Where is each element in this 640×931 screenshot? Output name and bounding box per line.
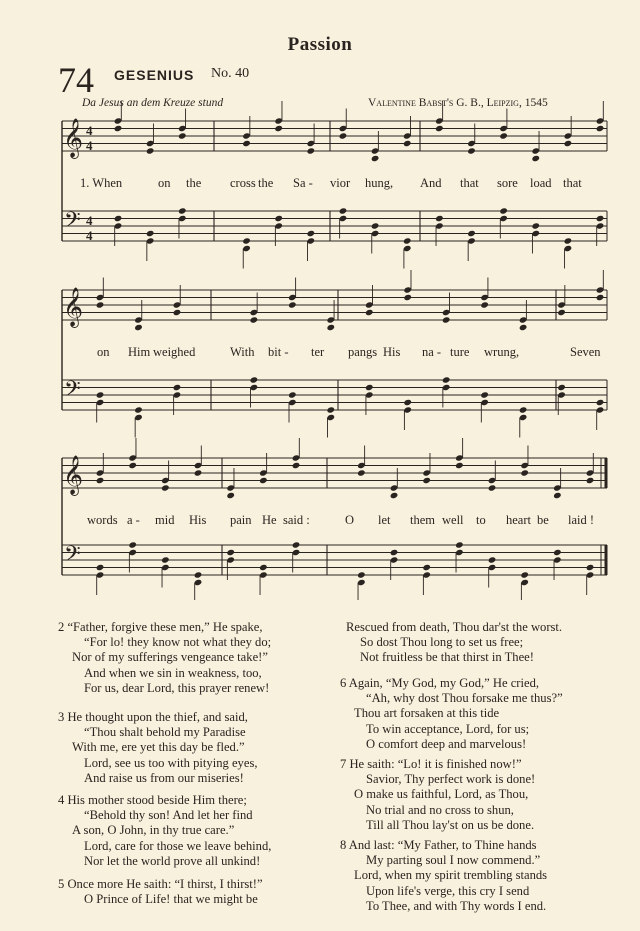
lyric-syllable: His xyxy=(383,345,401,359)
note-head xyxy=(226,549,235,556)
note-head xyxy=(128,462,137,469)
verse-4 xyxy=(58,793,271,869)
note-head xyxy=(114,125,123,132)
lyric-syllable: let xyxy=(378,513,391,527)
note-head xyxy=(519,406,528,413)
note-head xyxy=(403,294,412,301)
tune-number: No. 40 xyxy=(211,66,250,81)
note-head xyxy=(365,309,374,316)
note-head xyxy=(194,469,203,476)
verse-line: And raise us from our miseries! xyxy=(84,770,244,785)
verse-line: Lord, when my spirit trembling stands xyxy=(354,868,548,883)
note-head xyxy=(564,237,573,244)
lyric-syllable: na - xyxy=(422,345,442,359)
lyric-syllable: the xyxy=(258,176,274,190)
note-head xyxy=(480,301,489,308)
verse-line: O make us faithful, Lord, as Thou, xyxy=(354,787,529,802)
lyric-syllable: words xyxy=(87,513,118,527)
lyric-syllable: laid ! xyxy=(568,513,595,527)
note-head xyxy=(128,541,137,548)
verse-line: With me, ere yet this day be fled.” xyxy=(72,740,245,755)
note-head xyxy=(146,147,155,154)
note-head xyxy=(442,316,451,323)
verse-line: 8 And last: “My Father, to Thine hands xyxy=(340,838,537,852)
note-head xyxy=(339,207,348,214)
lyric-syllable: hung, xyxy=(365,176,394,190)
lyric-syllable: cross xyxy=(230,176,256,190)
note-head xyxy=(467,147,476,154)
note-head xyxy=(553,492,562,499)
note-head xyxy=(531,155,540,162)
note-head xyxy=(596,294,605,301)
verse-line: Savior, Thy perfect work is done! xyxy=(366,772,536,787)
note-head xyxy=(499,207,508,214)
note-head xyxy=(274,215,283,222)
note-head xyxy=(557,384,566,391)
note-head xyxy=(288,301,297,308)
lyric-syllable: the xyxy=(186,176,202,190)
lyric-syllable: pain xyxy=(230,513,252,527)
lyric-syllable: on xyxy=(97,345,110,359)
note-head xyxy=(307,230,316,237)
lyric-syllable: a - xyxy=(127,513,140,527)
note-head xyxy=(357,571,366,578)
note-head xyxy=(596,215,605,222)
bass-clef-icon: 𝄢 xyxy=(64,377,81,407)
lyric-syllable: them xyxy=(410,513,435,527)
treble-clef-icon: 𝄞 xyxy=(63,287,84,327)
lyric-syllable: Seven xyxy=(570,345,601,359)
note-head xyxy=(274,125,283,132)
time-signature: 4 xyxy=(86,213,93,228)
note-head xyxy=(480,391,489,398)
verse-line: So dost Thou long to set us free; xyxy=(360,635,524,650)
note-head xyxy=(96,564,105,571)
note-head xyxy=(259,564,268,571)
note-head xyxy=(194,571,203,578)
note-head xyxy=(96,301,105,308)
note-head xyxy=(242,140,251,147)
verse-line: Till all Thou lay'st on us be done. xyxy=(366,817,535,832)
verse-line: My parting soul I now commend.” xyxy=(366,853,541,868)
time-signature: 4 xyxy=(86,228,93,243)
verse-line: No trial and no cross to shun, xyxy=(366,802,514,817)
note-head xyxy=(134,324,143,331)
note-head xyxy=(390,549,399,556)
verse-line: Thou art forsaken at this tide xyxy=(354,706,500,721)
note-head xyxy=(326,406,335,413)
verse-line: Lord, care for those we leave behind, xyxy=(84,838,272,853)
tune-source: Valentine Babst's G. B., Leipzig, 1545 xyxy=(368,97,548,109)
note-head xyxy=(292,541,301,548)
note-head xyxy=(357,469,366,476)
note-head xyxy=(455,541,464,548)
verse-8 xyxy=(340,838,547,914)
note-head xyxy=(467,230,476,237)
verse-line: O Prince of Life! that we might be xyxy=(84,892,258,907)
lyric-syllable: Sa - xyxy=(293,176,313,190)
verse-line: 7 He saith: “Lo! it is finished now!” xyxy=(340,757,522,771)
note-head xyxy=(292,462,301,469)
verse-line: 4 His mother stood beside Him there; xyxy=(58,793,247,807)
lyric-syllable: heart xyxy=(506,513,531,527)
verse-7 xyxy=(340,757,535,833)
verse-line: “For lo! they know not what they do; xyxy=(84,635,272,650)
lyric-syllable: O xyxy=(345,513,355,527)
note-head xyxy=(242,237,251,244)
lyric-syllable: With xyxy=(230,345,255,359)
note-head xyxy=(403,140,412,147)
lyric-syllable: weighed xyxy=(153,345,196,359)
note-head xyxy=(365,384,374,391)
verse-line: “Ah, why dost Thou forsake me thus?” xyxy=(366,691,563,706)
tune-name: GESENIUS xyxy=(114,67,195,83)
note-head xyxy=(455,462,464,469)
lyric-syllable: well xyxy=(442,513,464,527)
lyric-syllable: that xyxy=(460,176,479,190)
note-head xyxy=(178,207,187,214)
lyric-syllable: And xyxy=(420,176,442,190)
note-head xyxy=(403,237,412,244)
note-head xyxy=(339,132,348,139)
lyric-syllable: sore xyxy=(497,176,518,190)
lyric-syllable: He xyxy=(262,513,277,527)
note-head xyxy=(173,309,182,316)
verse-line: 3 He thought upon the thief, and said, xyxy=(58,710,248,724)
note-head xyxy=(435,125,444,132)
verse-line: Rescued from death, Thou dar'st the worst. xyxy=(346,620,563,634)
verse-line: Nor let the world prove all unkind! xyxy=(84,853,261,868)
note-head xyxy=(499,132,508,139)
lyric-syllable: to xyxy=(476,513,486,527)
bass-clef-icon: 𝄢 xyxy=(64,542,81,572)
verse-2 xyxy=(58,620,271,696)
verse-3 xyxy=(58,710,258,786)
note-head xyxy=(390,492,399,499)
lyric-syllable: Him xyxy=(128,345,151,359)
lyric-syllable: on xyxy=(158,176,171,190)
verse-line: Not fruitless be that thirst in Thee! xyxy=(360,650,534,665)
verse-line: And when we sin in weakness, too, xyxy=(84,665,262,680)
lyric-syllable: load xyxy=(530,176,552,190)
verse-6 xyxy=(340,676,563,752)
note-head xyxy=(259,477,268,484)
lyric-syllable: His xyxy=(189,513,207,527)
note-head xyxy=(161,484,170,491)
note-head xyxy=(520,571,529,578)
verse-line: Lord, see us too with pitying eyes, xyxy=(84,755,258,770)
note-head xyxy=(250,376,259,383)
verse-line: For us, dear Lord, this prayer renew! xyxy=(84,680,270,695)
note-head xyxy=(488,484,497,491)
note-head xyxy=(553,549,562,556)
hymn-number: 74 xyxy=(58,60,94,100)
note-head xyxy=(519,324,528,331)
lyric-syllable: ter xyxy=(311,345,325,359)
note-head xyxy=(422,477,431,484)
note-head xyxy=(326,324,335,331)
note-head xyxy=(146,230,155,237)
note-head xyxy=(371,222,380,229)
verse-line: Upon life's verge, this cry I send xyxy=(366,883,530,898)
verse-line: “Behold thy son! And let her find xyxy=(84,808,253,823)
note-head xyxy=(114,215,123,222)
verse-line: 6 Again, “My God, my God,” He cried, xyxy=(340,676,540,690)
treble-clef-icon: 𝄞 xyxy=(63,455,84,495)
verse-line: A son, O John, in thy true care.” xyxy=(72,823,235,838)
verse-line: 5 Once more He saith: “I thirst, I thirst!” xyxy=(58,877,263,891)
note-head xyxy=(442,376,451,383)
note-head xyxy=(564,140,573,147)
lyric-syllable: 1. When xyxy=(80,176,123,190)
bass-clef-icon: 𝄢 xyxy=(64,208,81,238)
lyric-syllable: said : xyxy=(283,513,310,527)
note-head xyxy=(250,316,259,323)
note-head xyxy=(596,125,605,132)
verse-line: To Thee, and with Thy words I end. xyxy=(366,898,547,913)
lyric-syllable: be xyxy=(537,513,549,527)
note-head xyxy=(488,556,497,563)
german-title: Da Jesus an dem Kreuze stund xyxy=(82,97,224,109)
lyric-syllable: wrung, xyxy=(484,345,520,359)
note-head xyxy=(435,215,444,222)
lyric-syllable: pangs xyxy=(348,345,378,359)
note-head xyxy=(531,222,540,229)
time-signature: 4 xyxy=(86,138,93,153)
note-head xyxy=(557,309,566,316)
treble-clef-icon: 𝄞 xyxy=(63,118,84,158)
note-head xyxy=(96,391,105,398)
lyric-syllable: vior xyxy=(330,176,351,190)
verse-line: To win acceptance, Lord, for us; xyxy=(366,721,530,736)
note-head xyxy=(403,399,412,406)
verse-line: “Thou shalt behold my Paradise xyxy=(84,725,246,740)
note-head xyxy=(161,556,170,563)
note-head xyxy=(173,384,182,391)
note-head xyxy=(371,155,380,162)
note-head xyxy=(307,147,316,154)
note-head xyxy=(96,477,105,484)
lyric-syllable: ture xyxy=(450,345,470,359)
note-head xyxy=(520,469,529,476)
section-title: Passion xyxy=(287,34,353,55)
verse-5 xyxy=(58,877,263,907)
lyric-syllable: bit - xyxy=(268,345,289,359)
verse-line: 2 “Father, forgive these men,” He spake, xyxy=(58,620,263,634)
lyric-syllable: mid xyxy=(155,513,175,527)
note-head xyxy=(586,477,595,484)
note-head xyxy=(422,564,431,571)
verse-line: O comfort deep and marvelous! xyxy=(366,736,527,751)
note-head xyxy=(596,399,605,406)
verse-line: Nor of my sufferings vengeance take!” xyxy=(72,650,268,665)
note-head xyxy=(586,564,595,571)
verse-5-continued xyxy=(346,620,562,666)
time-signature: 4 xyxy=(86,123,93,138)
lyric-syllable: that xyxy=(563,176,582,190)
note-head xyxy=(288,391,297,398)
note-head xyxy=(134,406,143,413)
note-head xyxy=(178,132,187,139)
note-head xyxy=(226,492,235,499)
